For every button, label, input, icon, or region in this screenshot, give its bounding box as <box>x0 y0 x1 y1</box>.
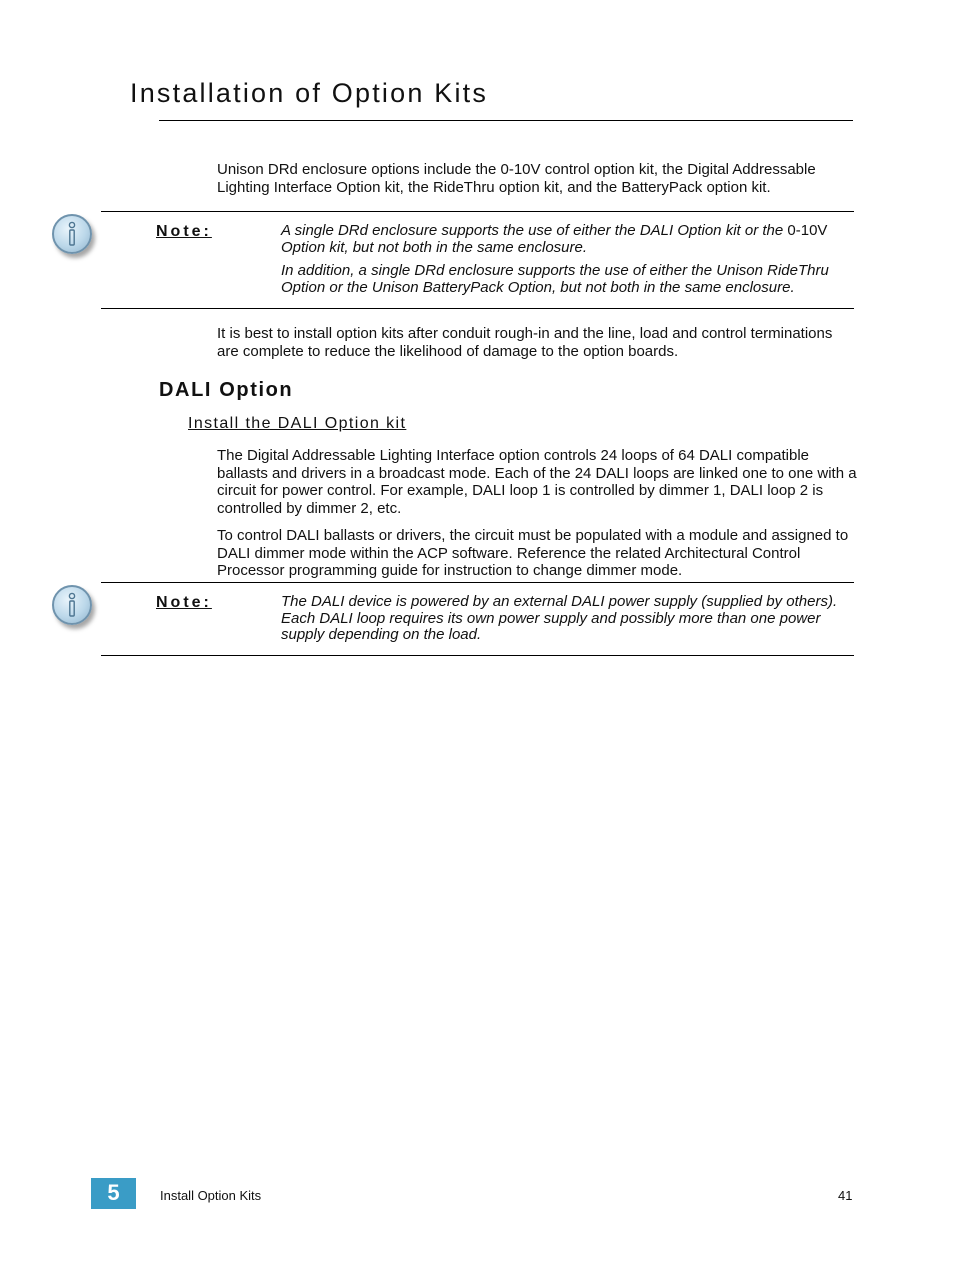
note-text-dali-or-0-10v: A single DRd enclosure supports the use of either the DALI Option kit or the 0-10V Option kit, but not both in the same enclosure. <box>281 222 828 256</box>
chapter-number-tab: 5 <box>91 1178 136 1209</box>
intro-paragraph: Unison DRd enclosure options include the 0-10V control option kit, the Digital Addressable Lighting Interface Option kit, the RideThru option kit, and the BatteryPack option kit. <box>217 161 816 196</box>
footer-chapter-title: Install Option Kits <box>160 1188 262 1203</box>
note-label: Note: <box>156 594 212 611</box>
note-text-ridethru-or-batterypack: In addition, a single DRd enclosure supports the use of either the Unison RideThru Option or the Unison BatteryPack Option, but not both in the same enclosure. <box>281 262 829 296</box>
subsection-heading-install-dali: Install the DALI Option kit <box>188 415 407 432</box>
info-icon <box>52 585 92 625</box>
page-title: Installation of Option Kits <box>130 78 489 108</box>
dali-description-paragraph: The Digital Addressable Lighting Interface option controls 24 loops of 64 DALI compatible ballasts and drivers in a broadcast mode. Each of the 24 DALI loops are linked one to one with a circuit for power control. For example, DALI loop 1 is controlled by dimmer 1, DALI loop 2 is controlled by dimmer 2, etc. <box>217 447 857 517</box>
install-advice-paragraph: It is best to install option kits after conduit rough-in and the line, load and control terminations are complete to reduce the likelihood of damage to the option boards. <box>217 325 833 360</box>
note-box-enclosure-options <box>101 211 854 309</box>
note-text-dali-power-supply: The DALI device is powered by an external DALI power supply (supplied by others). Each DALI loop requires its own power supply and possibly more than one power supply depending on the load. <box>281 593 838 643</box>
info-icon <box>52 214 92 254</box>
note-label: Note: <box>156 223 212 240</box>
dali-control-paragraph: To control DALI ballasts or drivers, the circuit must be populated with a module and assigned to DALI dimmer mode within the ACP software. Reference the related Architectural Control Processor programming guide for instruction to change dimmer mode. <box>217 527 849 579</box>
note-box-dali-power <box>101 582 854 656</box>
section-heading-dali-option: DALI Option <box>159 379 294 401</box>
footer-page-number: 41 <box>838 1188 853 1203</box>
title-divider <box>159 120 853 121</box>
